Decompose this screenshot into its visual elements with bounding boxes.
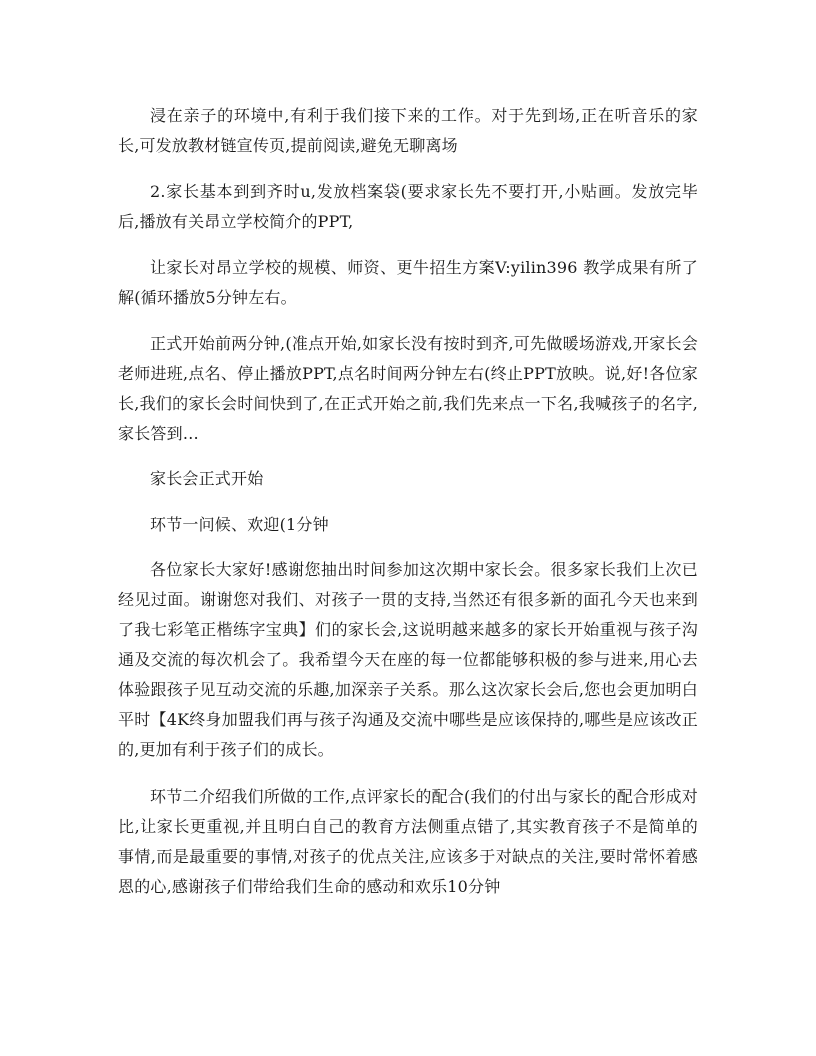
section-heading-meeting-start: 家长会正式开始 — [150, 469, 264, 488]
section-heading-welcome: 环节一问候、欢迎(1分钟 — [150, 515, 329, 534]
paragraph-school-intro: 让家长对昂立学校的规模、师资、更牛招生方案V:yilin396 教学成果有所了解(循环播放5分钟左右。 — [118, 258, 698, 307]
paragraph-parent-environment: 浸在亲子的环境中,有利于我们接下来的工作。对于先到场,正在听音乐的家长,可发放教材链宣传页,提前阅读,避免无聊离场 — [118, 106, 698, 155]
paragraph-welcome-speech: 各位家长大家好!感谢您抽出时间参加这次期中家长会。很多家长我们上次已经见过面。谢谢您对我们、对孩子一贯的支持,当然还有很多新的面孔今天也来到了我七彩笔正楷练字宝典】们的家长会,这说明越来越多的家长开始重视与孩子沟通及交流的每次机会了。我希望今天在座的每一位都能够积极的参与进来,用心去体验跟孩子见互动交流的乐趣,加深亲子关系。那么这次家长会后,您也会更加明白平时【4K终身加盟我们再与孩子沟通及交流中哪些是应该保持的,哪些是应该改正的,更加有利于孩子们的成长。 — [118, 560, 698, 759]
paragraph-our-work: 环节二介绍我们所做的工作,点评家长的配合(我们的付出与家长的配合形成对比,让家长更重视,并且明白自己的教育方法侧重点错了,其实教育孩子不是简单的事情,而是最重要的事情,对孩子的优点关注,应该多于对缺点的关注,要时常怀着感恩的心,感谢孩子们带给我们生命的感动和欢乐10分钟 — [118, 787, 698, 896]
paragraph-distribute-folders: 2.家长基本到到齐时u,发放档案袋(要求家长先不要打开,小贴画。发放完毕后,播放有关昂立学校简介的PPT, — [118, 182, 698, 231]
paragraph-roll-call: 正式开始前两分钟,(准点开始,如家长没有按时到齐,可先做暖场游戏,开家长会老师进班,点名、停止播放PPT,点名时间两分钟左右(终止PPT放映。说,好!各位家长,我们的家长会时间快到了,在正式开始之前,我们先来点一下名,我喊孩子的名字,家长答到… — [118, 334, 698, 443]
